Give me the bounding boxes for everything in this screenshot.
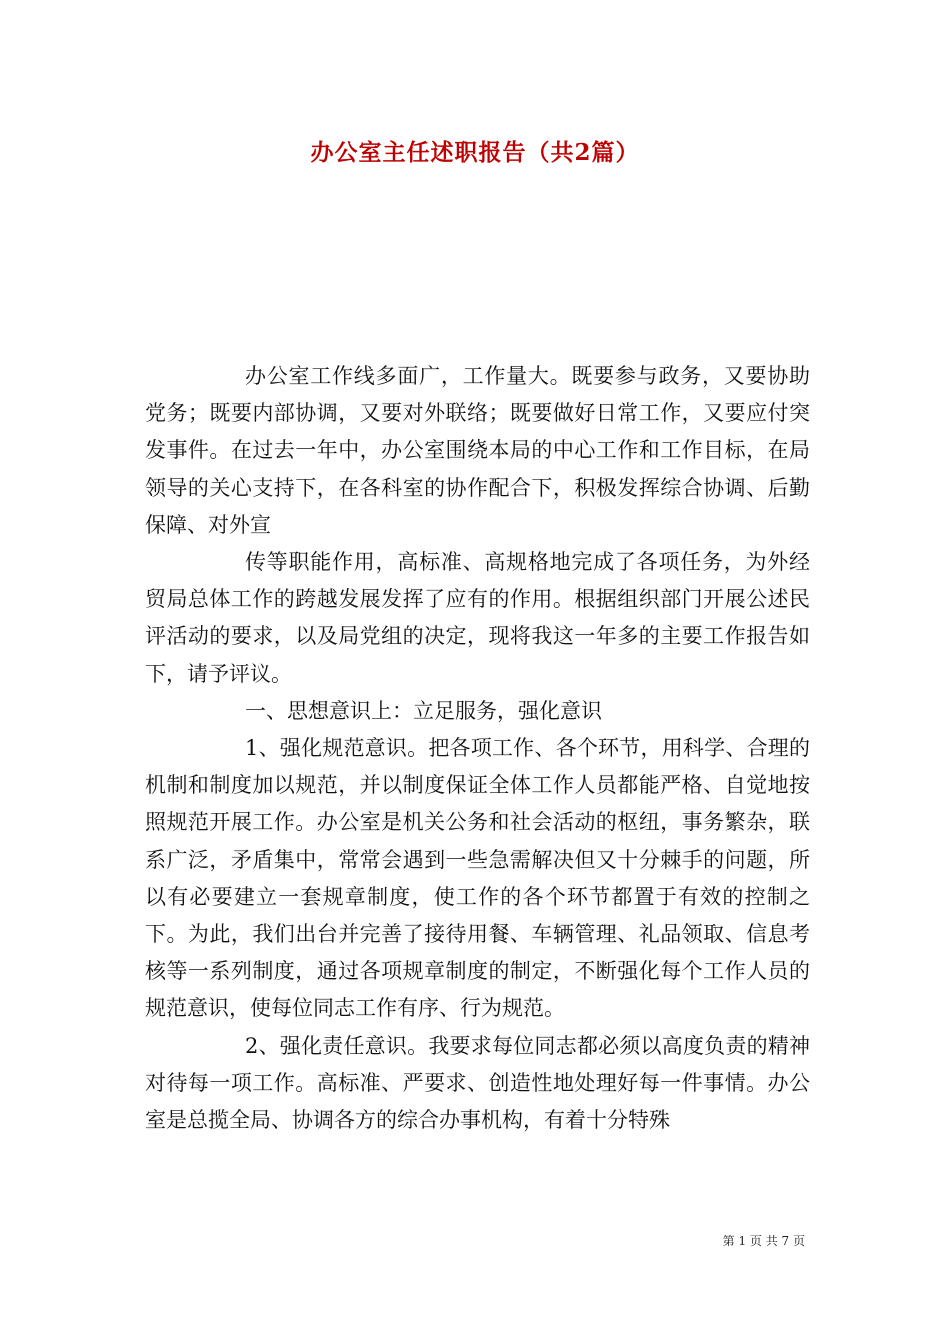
document-title: 办公室主任述职报告（共2篇） [310,139,640,166]
paragraph-item-1: 1、强化规范意识。把各项工作、各个环节，用科学、合理的机制和制度加以规范，并以制度保证全体工作人员都能严格、自觉地按照规范开展工作。办公室是机关公务和社会活动的枢纽，事务繁杂，联系广泛，矛盾集中，常常会遇到一些急需解决但又十分棘手的问题，所以有必要建立一套规章制度，使工作的各个环节都置于有效的控制之下。为此，我们出台并完善了接待用餐、车辆管理、礼品领取、信息考核等一系列制度，通过各项规章制度的制定，不断强化每个工作人员的规范意识，使每位同志工作有序、行为规范。 [145,736,810,1021]
paragraph-item-2: 2、强化责任意识。我要求每位同志都必须以高度负责的精神对待每一项工作。高标准、严要求、创造性地处理好每一件事情。办公室是总揽全局、协调各方的综合办事机构，有着十分特殊 [145,1033,810,1133]
paragraph-continuation: 传等职能作用，高标准、高规格地完成了各项任务，为外经贸局总体工作的跨越发展发挥了应有的作用。根据组织部门开展公述民评活动的要求，以及局党组的决定，现将我这一年多的主要工作报告如下，请予评议。 [145,550,810,686]
section-heading-1: 一、思想意识上：立足服务，强化意识 [245,698,602,723]
page-number-footer: 第 1 页 共 7 页 [722,1234,805,1248]
paragraph-intro: 办公室工作线多面广，工作量大。既要参与政务，又要协助党务；既要内部协调，又要对外联络；既要做好日常工作，又要应付突发事件。在过去一年中，办公室围绕本局的中心工作和工作目标，在局领导的关心支持下，在各科室的协作配合下，积极发挥综合协调、后勤保障、对外宣 [145,364,810,537]
document-body [145,358,810,1139]
